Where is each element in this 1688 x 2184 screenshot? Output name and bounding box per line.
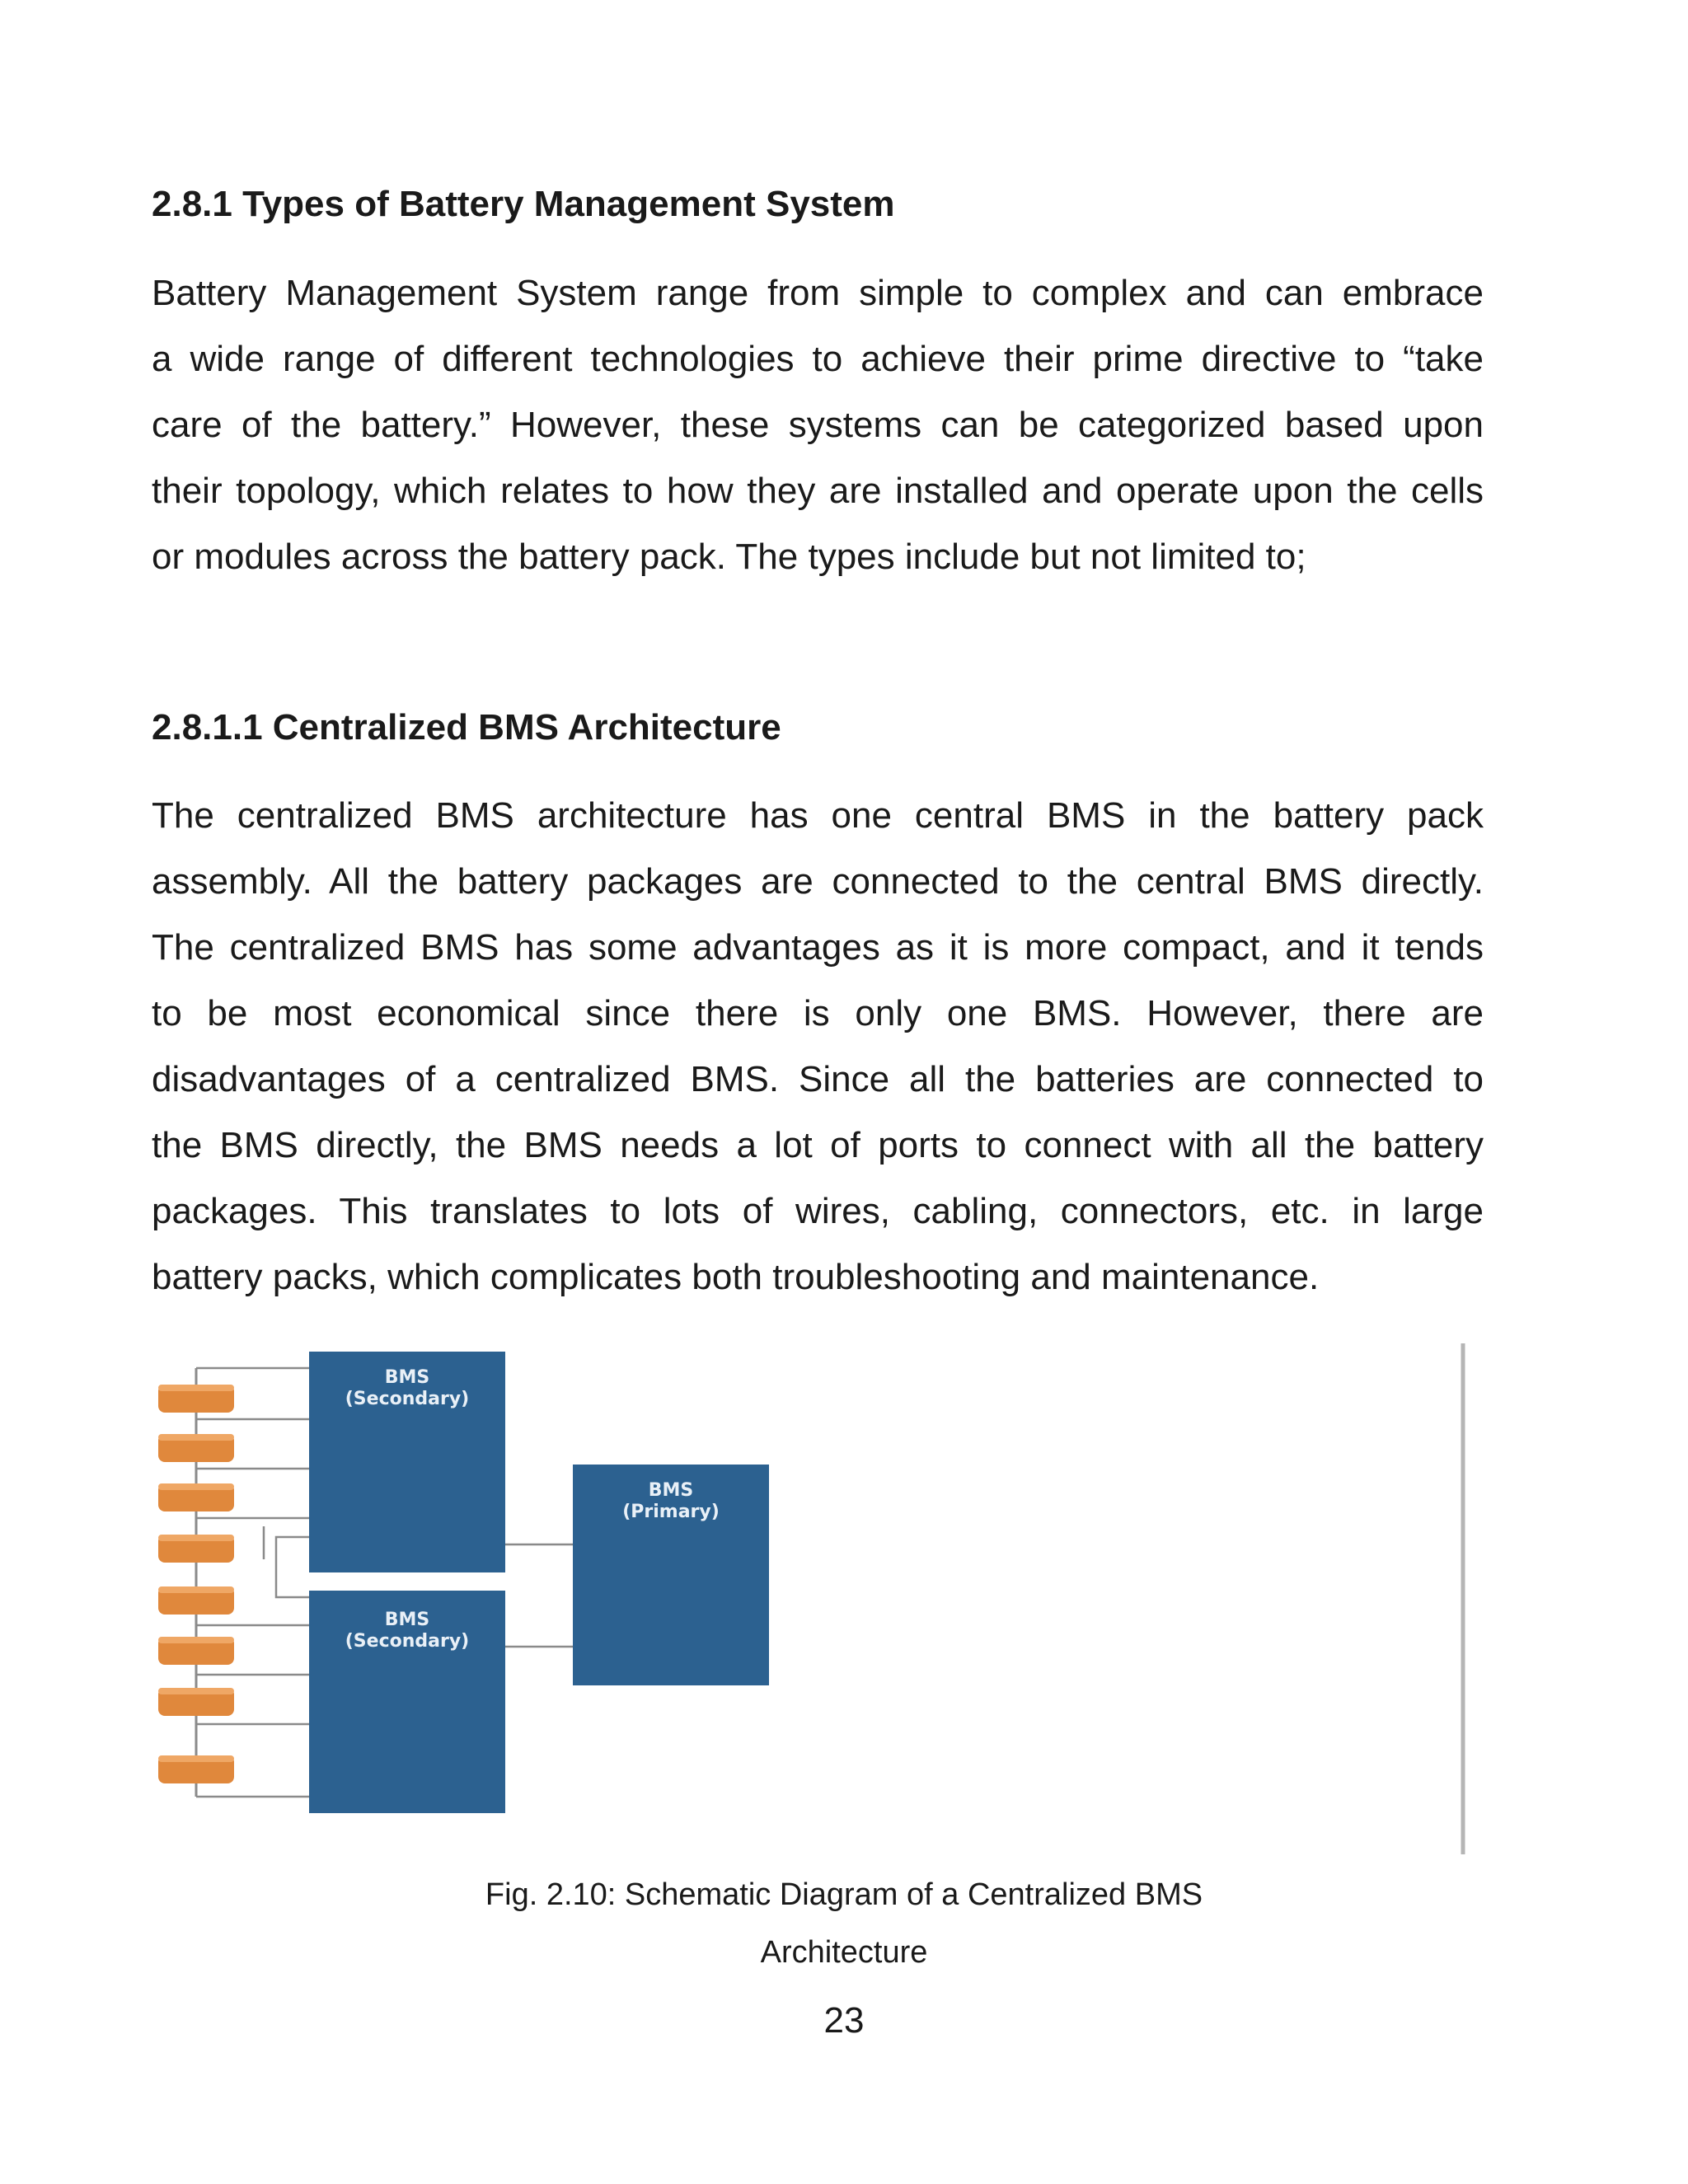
bms-secondary-top: [309, 1352, 505, 1572]
battery-cell-icon: [158, 1688, 234, 1716]
figure-caption-line-2: Architecture: [760, 1935, 928, 1970]
bms-diagram-figure: [148, 1335, 1467, 1863]
intro-paragraph: [152, 260, 1484, 590]
intro-line: a wide range of different technologies to achieve their prime directive to “take: [152, 339, 1484, 379]
primary-link-wires: [503, 1544, 575, 1647]
bms-secondary-top-label-1: BMS: [384, 1367, 430, 1388]
battery-cell-icon: [158, 1586, 234, 1615]
bms-secondary-bottom: [309, 1591, 505, 1813]
centralized-line: The centralized BMS architecture has one central BMS in the battery pack: [152, 795, 1484, 836]
battery-cell-icon: [158, 1755, 234, 1783]
intro-line: or modules across the battery pack. The types include but not limited to;: [152, 537, 1306, 577]
bms-primary: [573, 1465, 769, 1685]
bms-primary-label-2: (Primary): [622, 1502, 720, 1522]
bms-secondary-top-label-2: (Secondary): [345, 1389, 470, 1409]
intro-line: their topology, which relates to how they are installed and operate upon the cells: [152, 471, 1484, 511]
centralized-paragraph: [152, 783, 1484, 1310]
centralized-line: packages. This translates to lots of wires, cabling, connectors, etc. in large: [152, 1191, 1484, 1231]
bms-secondary-bottom-label-1: BMS: [384, 1610, 430, 1630]
centralized-line: assembly. All the battery packages are connected to the central BMS directly.: [152, 861, 1484, 902]
centralized-line: battery packs, which complicates both troubleshooting and maintenance.: [152, 1257, 1320, 1297]
battery-cell-icon: [158, 1385, 234, 1413]
centralized-line: the BMS directly, the BMS needs a lot of ports to connect with all the battery: [152, 1125, 1484, 1165]
bms-primary-label-1: BMS: [648, 1480, 694, 1501]
intro-line: care of the battery.” However, these systems can be categorized based upon: [152, 405, 1484, 445]
battery-cell-icon: [158, 1434, 234, 1462]
centralized-line: to be most economical since there is only one BMS. However, there are: [152, 993, 1484, 1033]
battery-cell-icon: [158, 1637, 234, 1665]
subsection-heading: 2.8.1.1 Centralized BMS Architecture: [152, 707, 781, 748]
bms-schematic-diagram: [148, 1335, 1467, 1863]
bms-secondary-bottom-label-2: (Secondary): [345, 1631, 470, 1652]
section-heading: 2.8.1 Types of Battery Management System: [152, 184, 895, 224]
centralized-line: The centralized BMS has some advantages as it is more compact, and it tends: [152, 927, 1484, 968]
battery-cell-icon: [158, 1483, 234, 1511]
figure-caption-line-1: Fig. 2.10: Schematic Diagram of a Centralized BMS: [485, 1877, 1203, 1912]
intro-line: Battery Management System range from simple to complex and can embrace: [152, 273, 1484, 313]
centralized-line: disadvantages of a centralized BMS. Since all the batteries are connected to: [152, 1059, 1484, 1099]
battery-cell-icon: [158, 1535, 234, 1563]
page-number: 23: [823, 2000, 865, 2041]
